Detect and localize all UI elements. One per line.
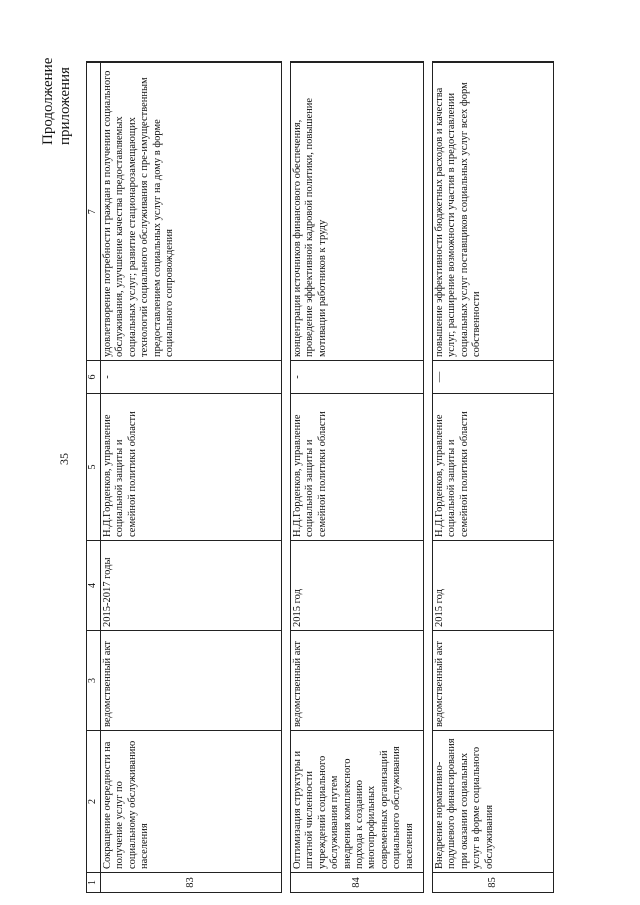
measure-cell: Оптимизация структуры и штатной численности учреждений социального обслуживания путем внедрения комплексного подхода к созданию многопрофильных современных организаций социального обслуживания населения [291, 731, 424, 873]
header-cell: 7 [87, 63, 101, 361]
measure-cell: Сокращение очередности на получение услуг по социальному обслуживанию населения [101, 731, 282, 873]
result-cell: повышение эффективности бюджетных расходов и качества услуг, расширение возможности участия в предоставлении социальных услуг поставщиков социальных услуг всех форм собственности [433, 63, 554, 361]
funding-cell: — [433, 361, 554, 394]
doc-type-cell: ведомственный акт [433, 631, 554, 731]
page-number: 35 [57, 453, 71, 465]
responsible-cell: Н.Д.Горденков, управление социальной защиты и семейной политики области [291, 394, 424, 541]
doc-type-cell: ведомственный акт [101, 631, 282, 731]
measures-table [86, 62, 554, 894]
funding-cell: - [291, 361, 424, 394]
funding-cell: - [101, 361, 282, 394]
period-cell: 2015-2017 годы [101, 541, 282, 631]
appendix-continuation-caption: Продолжение приложения [40, 57, 73, 145]
measure-cell: Внедрение нормативно-подушевого финансирования при оказании социальных услуг в форме социального обслуживания [433, 731, 554, 873]
doc-type-cell: ведомственный акт [291, 631, 424, 731]
header-cell: 6 [87, 361, 101, 394]
table-row [101, 63, 282, 893]
row-number: 85 [433, 873, 554, 893]
result-cell: удовлетворение потребности граждан в получении социального обслуживания, улучшение качества предоставляемых социальных услуг; развитие стационарозамещающих технологий социального обслуживания с пре-имущественным предоставлением социальных услуг на дому в форме социального сопровождения [101, 63, 282, 361]
table-row [291, 63, 424, 893]
header-row [87, 63, 101, 893]
responsible-cell: Н.Д.Горденков, управление социальной защиты и семейной политики области [433, 394, 554, 541]
result-cell: концентрация источников финансового обеспечения, проведение эффективной кадровой политики, повышение мотивации работников к труду [291, 63, 424, 361]
responsible-cell: Н.Д.Горденков, управление социальной защиты и семейной политики области [101, 394, 282, 541]
table-row [433, 63, 554, 893]
row-number: 84 [291, 873, 424, 893]
period-cell: 2015 год [291, 541, 424, 631]
row-number: 83 [101, 873, 282, 893]
period-cell: 2015 год [433, 541, 554, 631]
header-cell: 5 [87, 394, 101, 541]
header-cell: 3 [87, 631, 101, 731]
header-cell: 4 [87, 541, 101, 631]
header-cell: 1 [87, 873, 101, 893]
header-cell: 2 [87, 731, 101, 873]
